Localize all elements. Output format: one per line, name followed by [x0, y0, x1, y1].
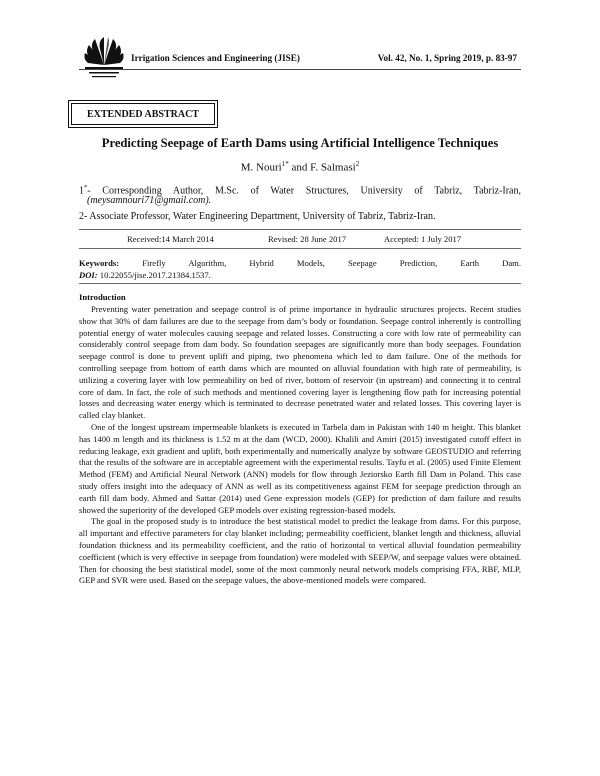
author-1: M. Nouri — [240, 161, 282, 174]
author-1-mark: 1* — [281, 160, 289, 168]
paragraph: The goal in the proposed study is to introduce the best statistical model to predict the leakage from dams. For this purpose, all important and effective parameters for clay blanket including; permeability coefficient, blanket length and thickness, alluvial foundation thickness and its permeability coefficient, and the ratio of horizontal to vertical alluvial foundation permeability coefficient (which is very effective in seepage from foundation) were modeled with SEEP/W, and seepage values were obtained. Then for choosing the best statistical model, some of the most commonly neural network models comprising FFA, RBF, MLP, GEP and SVR were used. Based on the seepage values, the above-mentioned models were compared. — [79, 516, 521, 586]
affiliation-2: 2- Associate Professor, Water Engineering Department, University of Tabriz, Tabriz-Iran. — [79, 211, 436, 222]
author-conjunction: and — [288, 161, 311, 174]
keywords-block — [79, 257, 521, 281]
dates-bottom-rule — [79, 248, 521, 249]
keywords-label: Keywords: — [79, 258, 120, 268]
keywords-text: Firefly Algorithm, Hybrid Models, Seepage Prediction, Earth Dam. — [142, 258, 522, 268]
doi-value[interactable]: 10.22055/jise.2017.21384.1537. — [99, 270, 211, 280]
header-divider — [79, 69, 521, 70]
paper-title: Predicting Seepage of Earth Dams using Artificial Intelligence Techniques — [101, 136, 499, 150]
paragraph: One of the longest upstream impermeable blankets is executed in Tarbela dam in Pakistan with 140 m height. This blanket has 1400 m length and its thickness is 1.52 m at the dam (WCD, 2000). Khalili and Amiri (2015) investigated cutoff effect in reducing leakage, exit gradient and uplift, both experimentally and numerically analyze by software GEOSTUDIO and referring that the results of the software are in acceptable agreement with the experimental results. Tayfu et al. (2005) used Finite Element Method (FEM) and Artificial Neural Network (ANN) models for flow through Jeziorsko Earth fill Dam in Poland. This case study offers insight into the adequacy of ANN as well as its competitiveness against FEM for seepage prediction through an earth fill dam body. Ahmed and Sattar (2014) used Gene expression models (GEP) for prediction of dam failure and results showed the superiority of the developed GEP models over existing regression-based models. — [79, 421, 521, 515]
journal-logo-icon — [79, 35, 129, 83]
affiliation-1-mark: * — [84, 184, 88, 191]
introduction-body — [79, 304, 521, 587]
journal-name: Irrigation Sciences and Engineering (JISE) — [131, 53, 300, 63]
introduction-heading: Introduction — [79, 292, 126, 302]
accepted-date: Accepted: 1 July 2017 — [384, 234, 462, 244]
author-line — [79, 160, 521, 174]
doi-label: DOI: — [79, 270, 98, 280]
paragraph: Preventing water penetration and seepage control is of prime importance in hydraulic structures projects. Recent studies show that 30% of dam failures are due to the seepage from dam’s body or foundation. Seepage control inherently is controlling potential energy of water molecules causing seepage and related losses. Constructing a core with low rate of permeability can considerably control seepage from dam body. So foundation seepages are significantly more than body seepages. Foundation seepage control is done to prevent uplift and piping, two phenomena which led to dam failure. One of the methods for controlling seepage from bottom of earth dams which are mounted on alluvial foundation with high rate of permeability, is utilizing a covering layer with low permeability on bed of river, bottom of reservoir (in upstream) and connecting it to central core of dam. In fact, the role of such methods and mentioned covering layer is lengthening flow path for increasing potential losses and decreasing water energy which is terminated to decrease penetrated water and related losses. This covering layer is called clay blanket. — [79, 304, 521, 421]
received-date: Received:14 March 2014 — [127, 234, 214, 244]
volume-info: Vol. 42, No. 1, Spring 2019, p. 83-97 — [377, 53, 517, 63]
author-2-mark: 2 — [355, 160, 360, 168]
affiliation-1-number: 1 — [79, 185, 84, 197]
corresponding-email[interactable]: (meysamnouri71@gmail.com). — [87, 195, 212, 206]
affiliation-1-text: - Corresponding Author, M.Sc. of Water Structures, University of Tabriz, Tabriz-Iran, — [87, 185, 521, 197]
author-2: F. Salmasi — [310, 161, 356, 174]
revised-date: Revised: 28 June 2017 — [268, 234, 347, 244]
dates-top-rule — [79, 229, 521, 230]
keywords-rule — [79, 283, 521, 284]
extended-abstract-label: EXTENDED ABSTRACT — [71, 103, 215, 125]
